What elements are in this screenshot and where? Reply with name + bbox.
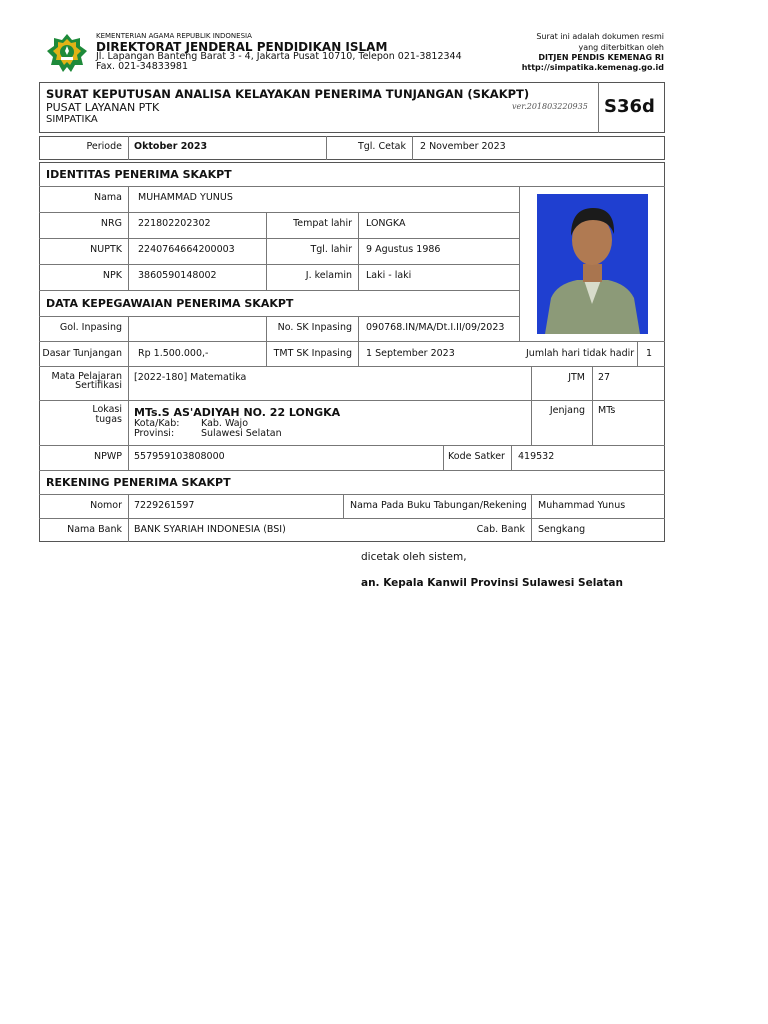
identity-heading: IDENTITAS PENERIMA SKAKPT — [46, 168, 232, 181]
tmt-value: 1 September 2023 — [366, 348, 455, 359]
province-label: Provinsi: — [134, 428, 175, 439]
divider — [637, 341, 638, 366]
signatory: an. Kepala Kanwil Provinsi Sulawesi Selatan — [361, 577, 623, 589]
subject-label-2: Sertifikasi — [75, 380, 122, 391]
divider — [326, 136, 327, 160]
divider — [39, 400, 665, 401]
divider — [511, 445, 512, 470]
birthdate-label: Tgl. lahir — [310, 244, 352, 255]
office-fax: Fax. 021-34833981 — [96, 61, 188, 72]
city-label: Kota/Kab: — [134, 418, 180, 429]
nuptk-value: 2240764664200003 — [138, 244, 235, 255]
code-divider — [598, 82, 599, 133]
divider — [39, 518, 665, 519]
divider — [592, 366, 593, 445]
divider — [39, 366, 665, 367]
birthplace-label: Tempat lahir — [293, 218, 352, 229]
divider — [39, 290, 519, 291]
sk-label: No. SK Inpasing — [277, 322, 352, 333]
divider — [39, 470, 665, 471]
bank-name-label: Nama Bank — [67, 524, 122, 535]
account-number-label: Nomor — [90, 500, 122, 511]
period-row — [39, 136, 665, 160]
print-date-label: Tgl. Cetak — [357, 141, 406, 152]
level-value: MTs — [598, 405, 616, 416]
city-value: Kab. Wajo — [201, 418, 249, 429]
divider — [531, 494, 532, 542]
directorate-name: DIREKTORAT JENDERAL PENDIDIKAN ISLAM — [96, 40, 388, 54]
document-version: ver.201803220935 — [512, 102, 588, 111]
gender-value: Laki - laki — [366, 270, 412, 281]
divider — [128, 445, 129, 470]
npk-label: NPK — [102, 270, 122, 281]
divider — [39, 316, 519, 317]
name-label: Nama — [93, 192, 122, 203]
ministry-name: KEMENTERIAN AGAMA REPUBLIK INDONESIA — [96, 32, 252, 40]
bank-branch-value: Sengkang — [538, 524, 586, 535]
divider — [39, 341, 665, 342]
satker-value: 419532 — [518, 451, 555, 462]
recipient-photo — [537, 194, 648, 334]
divider — [358, 212, 359, 290]
divider — [358, 316, 359, 366]
level-label: Jenjang — [549, 405, 585, 416]
allowance-basis-label: Dasar Tunjangan — [42, 348, 122, 359]
birthplace-value: LONGKA — [366, 218, 406, 229]
sk-value: 090768.IN/MA/Dt.I.II/09/2023 — [366, 322, 505, 333]
subject-value: [2022-180] Matematika — [134, 372, 247, 383]
npwp-value: 557959103808000 — [134, 451, 225, 462]
divider — [128, 494, 129, 542]
nuptk-label: NUPTK — [90, 244, 122, 255]
jtm-label: JTM — [568, 372, 585, 383]
school-name: MTs.S AS'ADIYAH NO. 22 LONGKA — [134, 406, 341, 419]
document-title: SURAT KEPUTUSAN ANALISA KELAYAKAN PENERIMA TUNJANGAN (SKAKPT) — [46, 87, 530, 101]
location-label-1: Lokasi — [92, 404, 122, 415]
office-address: Jl. Lapangan Banteng Barat 3 - 4, Jakarta Pusat 10710, Telepon 021-3812344 — [96, 51, 462, 62]
employment-heading: DATA KEPEGAWAIAN PENERIMA SKAKPT — [46, 297, 294, 310]
jtm-value: 27 — [598, 372, 611, 383]
account-holder-label: Nama Pada Buku Tabungan/Rekening — [350, 500, 527, 511]
divider — [39, 264, 519, 265]
document-subtitle: PUSAT LAYANAN PTK — [46, 101, 160, 114]
divider — [39, 238, 519, 239]
province-value: Sulawesi Selatan — [201, 428, 282, 439]
divider — [266, 212, 267, 290]
divider — [128, 186, 129, 290]
grade-label: Gol. Inpasing — [59, 322, 122, 333]
location-label-2: tugas — [95, 414, 122, 425]
tmt-label: TMT SK Inpasing — [273, 348, 352, 359]
official-note-line1: Surat ini adalah dokumen resmi — [536, 32, 664, 41]
nrg-label: NRG — [100, 218, 122, 229]
subject-label-1: Mata Pelajaran — [51, 371, 122, 382]
account-holder-value: Muhammad Yunus — [538, 500, 626, 511]
divider — [443, 445, 444, 470]
divider — [519, 186, 520, 341]
divider — [266, 316, 267, 366]
name-value: MUHAMMAD YUNUS — [138, 192, 233, 203]
bank-heading: REKENING PENERIMA SKAKPT — [46, 476, 231, 489]
document-code: S36d — [604, 96, 655, 117]
absence-value: 1 — [646, 348, 653, 359]
document-app: SIMPATIKA — [46, 114, 98, 125]
official-note-line2: yang diterbitkan oleh — [578, 43, 664, 52]
bank-branch-label: Cab. Bank — [476, 524, 525, 535]
account-number-value: 7229261597 — [134, 500, 195, 511]
bank-name-value: BANK SYARIAH INDONESIA (BSI) — [134, 524, 286, 535]
official-issuer: DITJEN PENDIS KEMENAG RI — [538, 53, 664, 62]
divider — [128, 136, 129, 160]
gender-label: J. kelamin — [305, 270, 352, 281]
npk-value: 3860590148002 — [138, 270, 217, 281]
divider — [128, 316, 129, 366]
ministry-logo-icon — [46, 33, 88, 73]
birthdate-value: 9 Agustus 1986 — [366, 244, 441, 255]
divider — [39, 186, 665, 187]
official-url: http://simpatika.kemenag.go.id — [521, 63, 664, 72]
print-date-value: 2 November 2023 — [420, 141, 506, 152]
divider — [128, 366, 129, 445]
divider — [531, 366, 532, 445]
printed-by-system: dicetak oleh sistem, — [361, 551, 467, 563]
divider — [39, 212, 519, 213]
nrg-value: 221802202302 — [138, 218, 211, 229]
npwp-label: NPWP — [94, 451, 122, 462]
divider — [343, 494, 344, 518]
divider — [39, 445, 665, 446]
period-value: Oktober 2023 — [134, 141, 208, 152]
divider — [39, 494, 665, 495]
satker-label: Kode Satker — [448, 451, 505, 462]
period-label: Periode — [86, 141, 122, 152]
divider — [412, 136, 413, 160]
allowance-basis-value: Rp 1.500.000,- — [138, 348, 209, 359]
absence-label: Jumlah hari tidak hadir — [526, 348, 635, 359]
